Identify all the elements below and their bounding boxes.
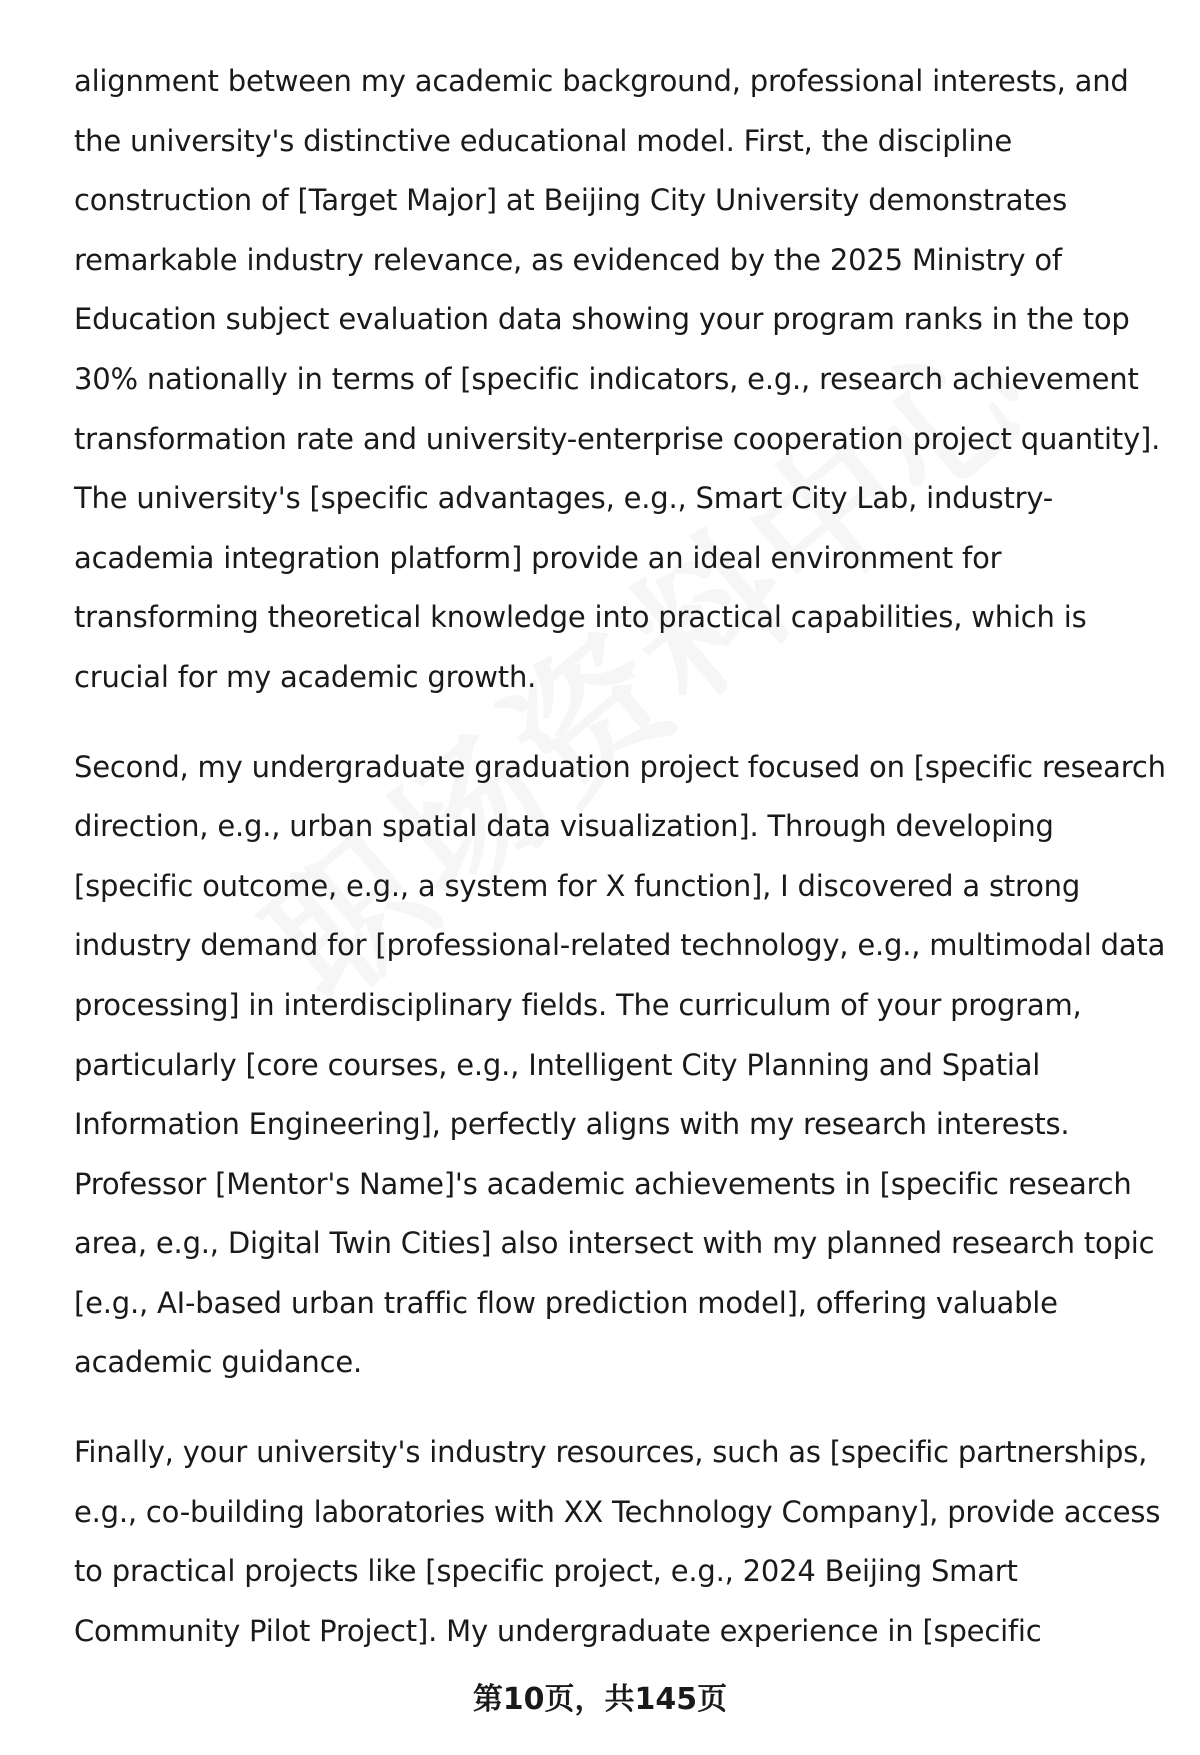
text-line: Information Engineering], perfectly aligns with my research interests. bbox=[74, 1107, 1070, 1142]
paragraph-2 bbox=[74, 738, 1164, 1394]
text-line: transforming theoretical knowledge into practical capabilities, which is bbox=[74, 600, 1087, 635]
text-line: processing] in interdisciplinary fields. The curriculum of your program, bbox=[74, 987, 1082, 1022]
text-line: remarkable industry relevance, as evidenced by the 2025 Ministry of bbox=[74, 242, 1062, 277]
text-line: e.g., co-building laboratories with XX Technology Company], provide access bbox=[74, 1494, 1161, 1529]
text-line: academic guidance. bbox=[74, 1345, 363, 1380]
text-line: Community Pilot Project]. My undergraduate experience in [specific bbox=[74, 1613, 1042, 1648]
text-line: Education subject evaluation data showing your program ranks in the top bbox=[74, 302, 1130, 337]
text-line: construction of [Target Major] at Beijing City University demonstrates bbox=[74, 183, 1067, 218]
text-line: particularly [core courses, e.g., Intelligent City Planning and Spatial bbox=[74, 1047, 1041, 1082]
page-number: 第10页，共145页 bbox=[472, 1682, 728, 1717]
paragraph-3 bbox=[74, 1423, 1164, 1661]
text-line: 30% nationally in terms of [specific indicators, e.g., research achievement bbox=[74, 361, 1139, 396]
text-line: the university's distinctive educational model. First, the discipline bbox=[74, 123, 1013, 158]
text-line: alignment between my academic background, professional interests, and bbox=[74, 64, 1129, 98]
paragraph-1 bbox=[74, 52, 1164, 708]
text-line: crucial for my academic growth. bbox=[74, 659, 537, 694]
text-line: direction, e.g., urban spatial data visualization]. Through developing bbox=[74, 809, 1054, 844]
text-line: The university's [specific advantages, e.g., Smart City Lab, industry- bbox=[74, 481, 1054, 516]
text-line: to practical projects like [specific project, e.g., 2024 Beijing Smart bbox=[74, 1554, 1018, 1589]
text-line: Second, my undergraduate graduation project focused on [specific research bbox=[74, 749, 1166, 784]
text-line: transformation rate and university-enterprise cooperation project quantity]. bbox=[74, 421, 1161, 456]
text-line: academia integration platform] provide an ideal environment for bbox=[74, 540, 1002, 575]
text-line: area, e.g., Digital Twin Cities] also intersect with my planned research topic bbox=[74, 1226, 1155, 1261]
text-line: [specific outcome, e.g., a system for X function], I discovered a strong bbox=[74, 868, 1081, 903]
text-line: [e.g., AI-based urban traffic flow prediction model], offering valuable bbox=[74, 1285, 1058, 1320]
text-line: Finally, your university's industry resources, such as [specific partnerships, bbox=[74, 1435, 1148, 1470]
text-line: Professor [Mentor's Name]'s academic achievements in [specific research bbox=[74, 1166, 1132, 1201]
document-body bbox=[74, 52, 1164, 1661]
text-line: industry demand for [professional-related technology, e.g., multimodal data bbox=[74, 928, 1166, 963]
